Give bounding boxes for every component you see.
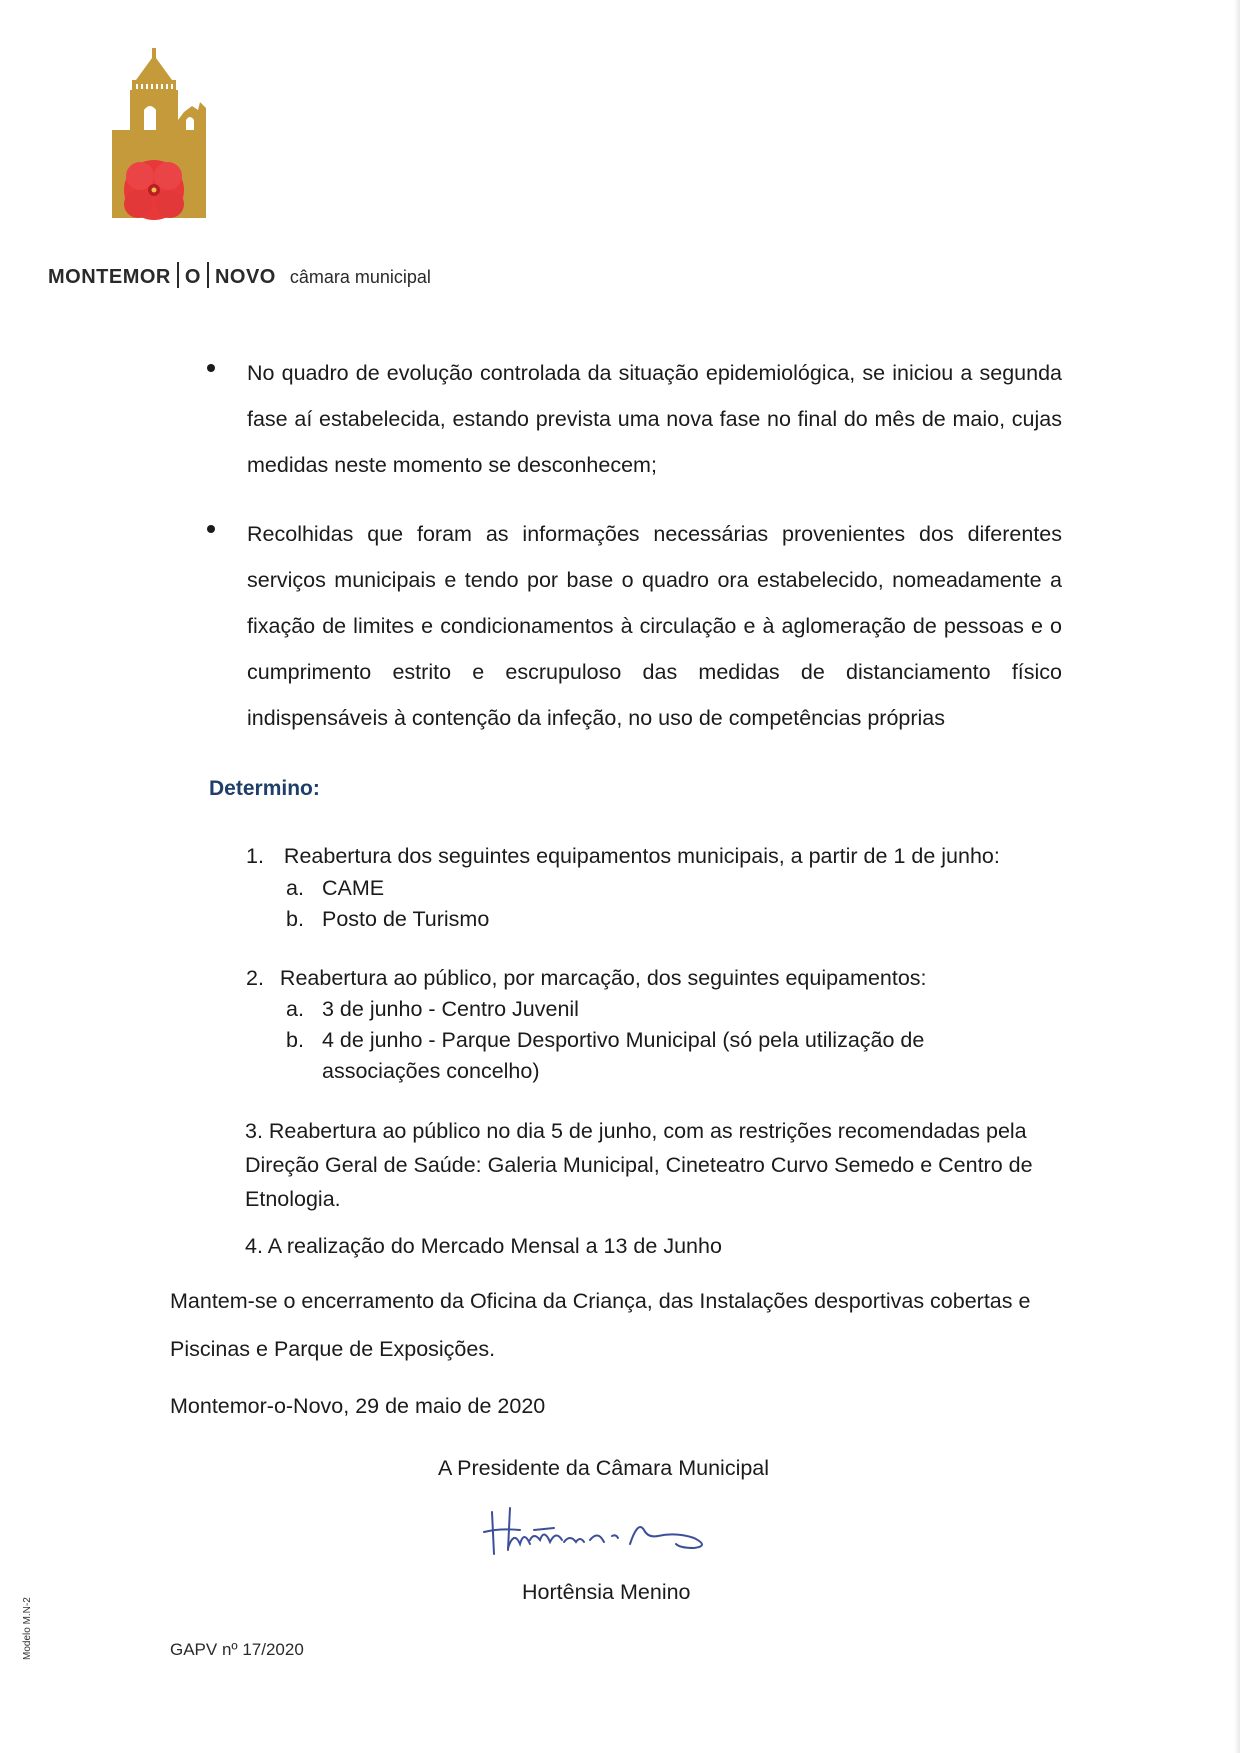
bullet-dot-icon <box>207 364 215 372</box>
municipal-logo <box>112 48 222 248</box>
signatory-name: Hortênsia Menino <box>522 1580 691 1604</box>
bullet-item <box>207 350 1062 510</box>
bullet-dot-icon <box>207 525 215 533</box>
brand-name-o: O <box>184 266 201 288</box>
list-item-1 <box>246 841 1000 871</box>
sub-item <box>286 994 579 1024</box>
side-model-code: Modelo M.N-2 <box>22 1597 33 1660</box>
sub-item <box>286 873 385 903</box>
bullet-text: Recolhidas que foram as informações necessárias provenientes dos diferentes serviços municipais e tendo por base o quadro ora estabelecido, nomeadamente a fixação de limites e condicionamentos à circulação e à aglomeração de pessoas e o cumprimento estrito e escrupuloso das medidas de distanciamento físico indispensáveis à contenção da infeção, no uso de competências próprias <box>247 522 1062 730</box>
place-date: Montemor-o-Novo, 29 de maio de 2020 <box>170 1394 546 1418</box>
sub-item-text: 3 de junho - Centro Juvenil <box>322 997 579 1021</box>
sub-item <box>286 1025 925 1055</box>
brand-separator <box>177 262 179 288</box>
list-item-2 <box>246 963 927 993</box>
list-item-3: 3. Reabertura ao público no dia 5 de junho, com as restrições recomendadas pela Direção Geral de Saúde: Galeria Municipal, Cineteatro Curvo Semedo e Centro de Etnologia. <box>245 1119 1033 1211</box>
list-item-4: 4. A realização do Mercado Mensal a 13 de Junho <box>245 1234 722 1258</box>
sub-item-text: CAME <box>322 876 385 900</box>
handwritten-signature <box>480 1500 740 1570</box>
sub-item <box>286 904 490 934</box>
brand-name-montemor: MONTEMOR <box>48 266 171 288</box>
page-edge <box>1234 0 1240 1753</box>
list-text: Reabertura dos seguintes equipamentos municipais, a partir de 1 de junho: <box>283 844 1000 868</box>
brand-subtitle: câmara municipal <box>289 267 431 287</box>
signatory-title: A Presidente da Câmara Municipal <box>438 1456 770 1480</box>
brand-line <box>48 262 431 289</box>
sub-item-label: b. <box>286 907 304 931</box>
document-reference: GAPV nº 17/2020 <box>170 1640 304 1659</box>
bullet-text: No quadro de evolução controlada da situação epidemiológica, se iniciou a segunda fase aí estabelecida, estando prevista uma nova fase no final do mês de maio, cujas medidas neste momento se desconhecem; <box>247 361 1062 477</box>
sub-item-text: 4 de junho - Parque Desportivo Municipal (só pela utilização de <box>322 1028 925 1052</box>
sub-item-label: b. <box>286 1028 304 1052</box>
list-number: 2. <box>246 966 264 990</box>
sub-item-continuation: associações concelho) <box>322 1059 540 1083</box>
bullet-item <box>207 511 1062 763</box>
closing-paragraph: Mantem-se o encerramento da Oficina da Criança, das Instalações desportivas cobertas e Piscinas e Parque de Exposições. <box>170 1289 1031 1361</box>
brand-separator <box>207 262 209 288</box>
list-number: 1. <box>246 844 264 868</box>
section-heading: Determino: <box>209 777 320 800</box>
brand-name-novo: NOVO <box>214 266 276 288</box>
sub-item-label: a. <box>286 997 304 1021</box>
sub-item-text: Posto de Turismo <box>322 907 490 931</box>
sub-item-label: a. <box>286 876 304 900</box>
list-text: Reabertura ao público, por marcação, dos seguintes equipamentos: <box>279 966 927 990</box>
